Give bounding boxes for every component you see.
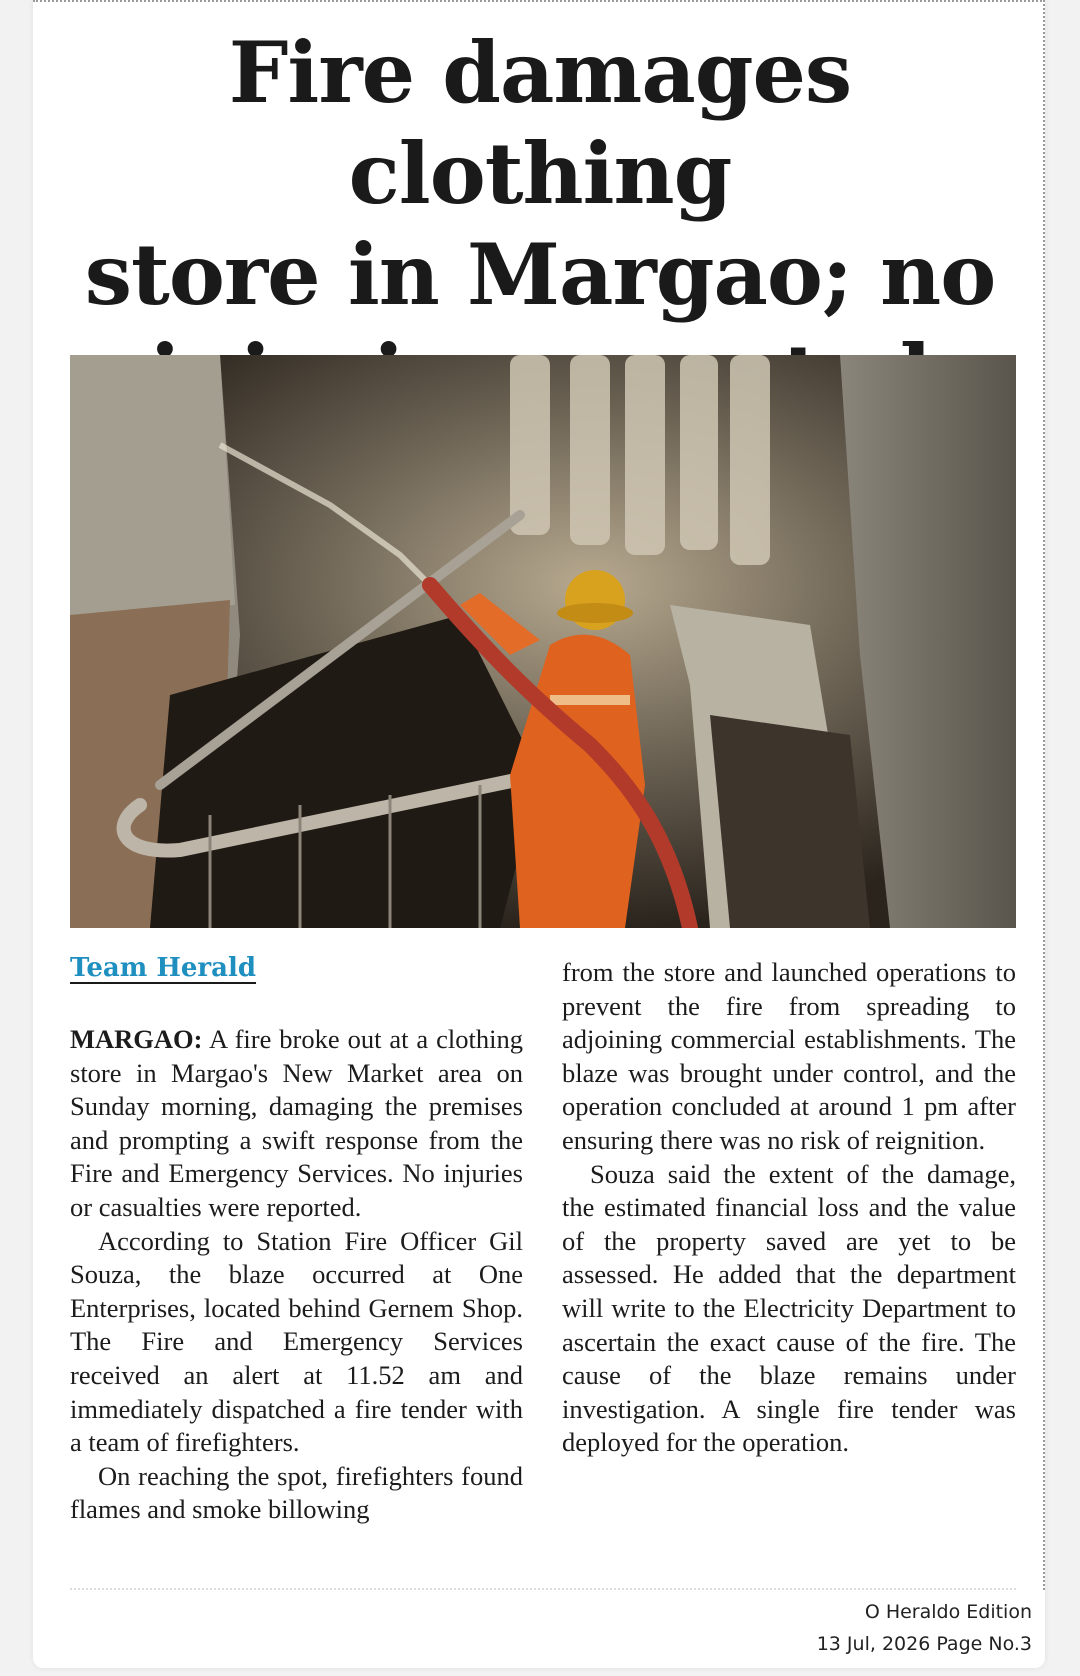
edition-date-page: 13 Jul, 2026 Page No.3 (816, 1633, 1032, 1655)
dateline: MARGAO: (70, 1024, 203, 1054)
article-column-2 (562, 956, 1016, 1460)
edition-info (817, 1596, 1032, 1660)
paragraph-1-text: A fire broke out at a clothing store in Margao's New Market area on Sunday morning, damaging the premises and prompting a swift response from the Fire and Emergency Services. No injuries or casualties were reported. (70, 1024, 523, 1222)
edition-name: O Heraldo Edition (864, 1601, 1032, 1623)
fire-photo-icon (70, 355, 1016, 928)
paragraph-3-end: from the store and launched operations to prevent the fire from spreading to adjoining commercial establishments. The blaze was brought under control, and the operation concluded at around 1 pm after ensuring there was no risk of reignition. (562, 957, 1016, 1155)
footer-divider (70, 1588, 1016, 1590)
byline-link[interactable]: Team Herald (70, 953, 257, 983)
paragraph-4: Souza said the extent of the damage, the estimated financial loss and the value of the property saved are yet to be assessed. He added that the department will write to the Electricity Department to ascertain the exact cause of the fire. The cause of the blaze remains under investigation. A single fire tender was deployed for the operation. (562, 1158, 1016, 1458)
headline-line-2: store in Margao; no (84, 225, 996, 324)
article-column-1 (70, 1023, 523, 1527)
paragraph-3-start: On reaching the spot, firefighters found flames and smoke billowing (70, 1460, 523, 1525)
article-photo[interactable] (70, 355, 1016, 928)
paragraph-2: According to Station Fire Officer Gil Souza, the blaze occurred at One Enterprises, located behind Gernem Shop. The Fire and Emergency Services received an alert at 11.52 am and immediately dispatched a fire tender with a team of firefighters. (70, 1225, 523, 1458)
headline-line-1: Fire damages clothing (228, 23, 852, 223)
paragraph-1 (70, 1023, 523, 1225)
